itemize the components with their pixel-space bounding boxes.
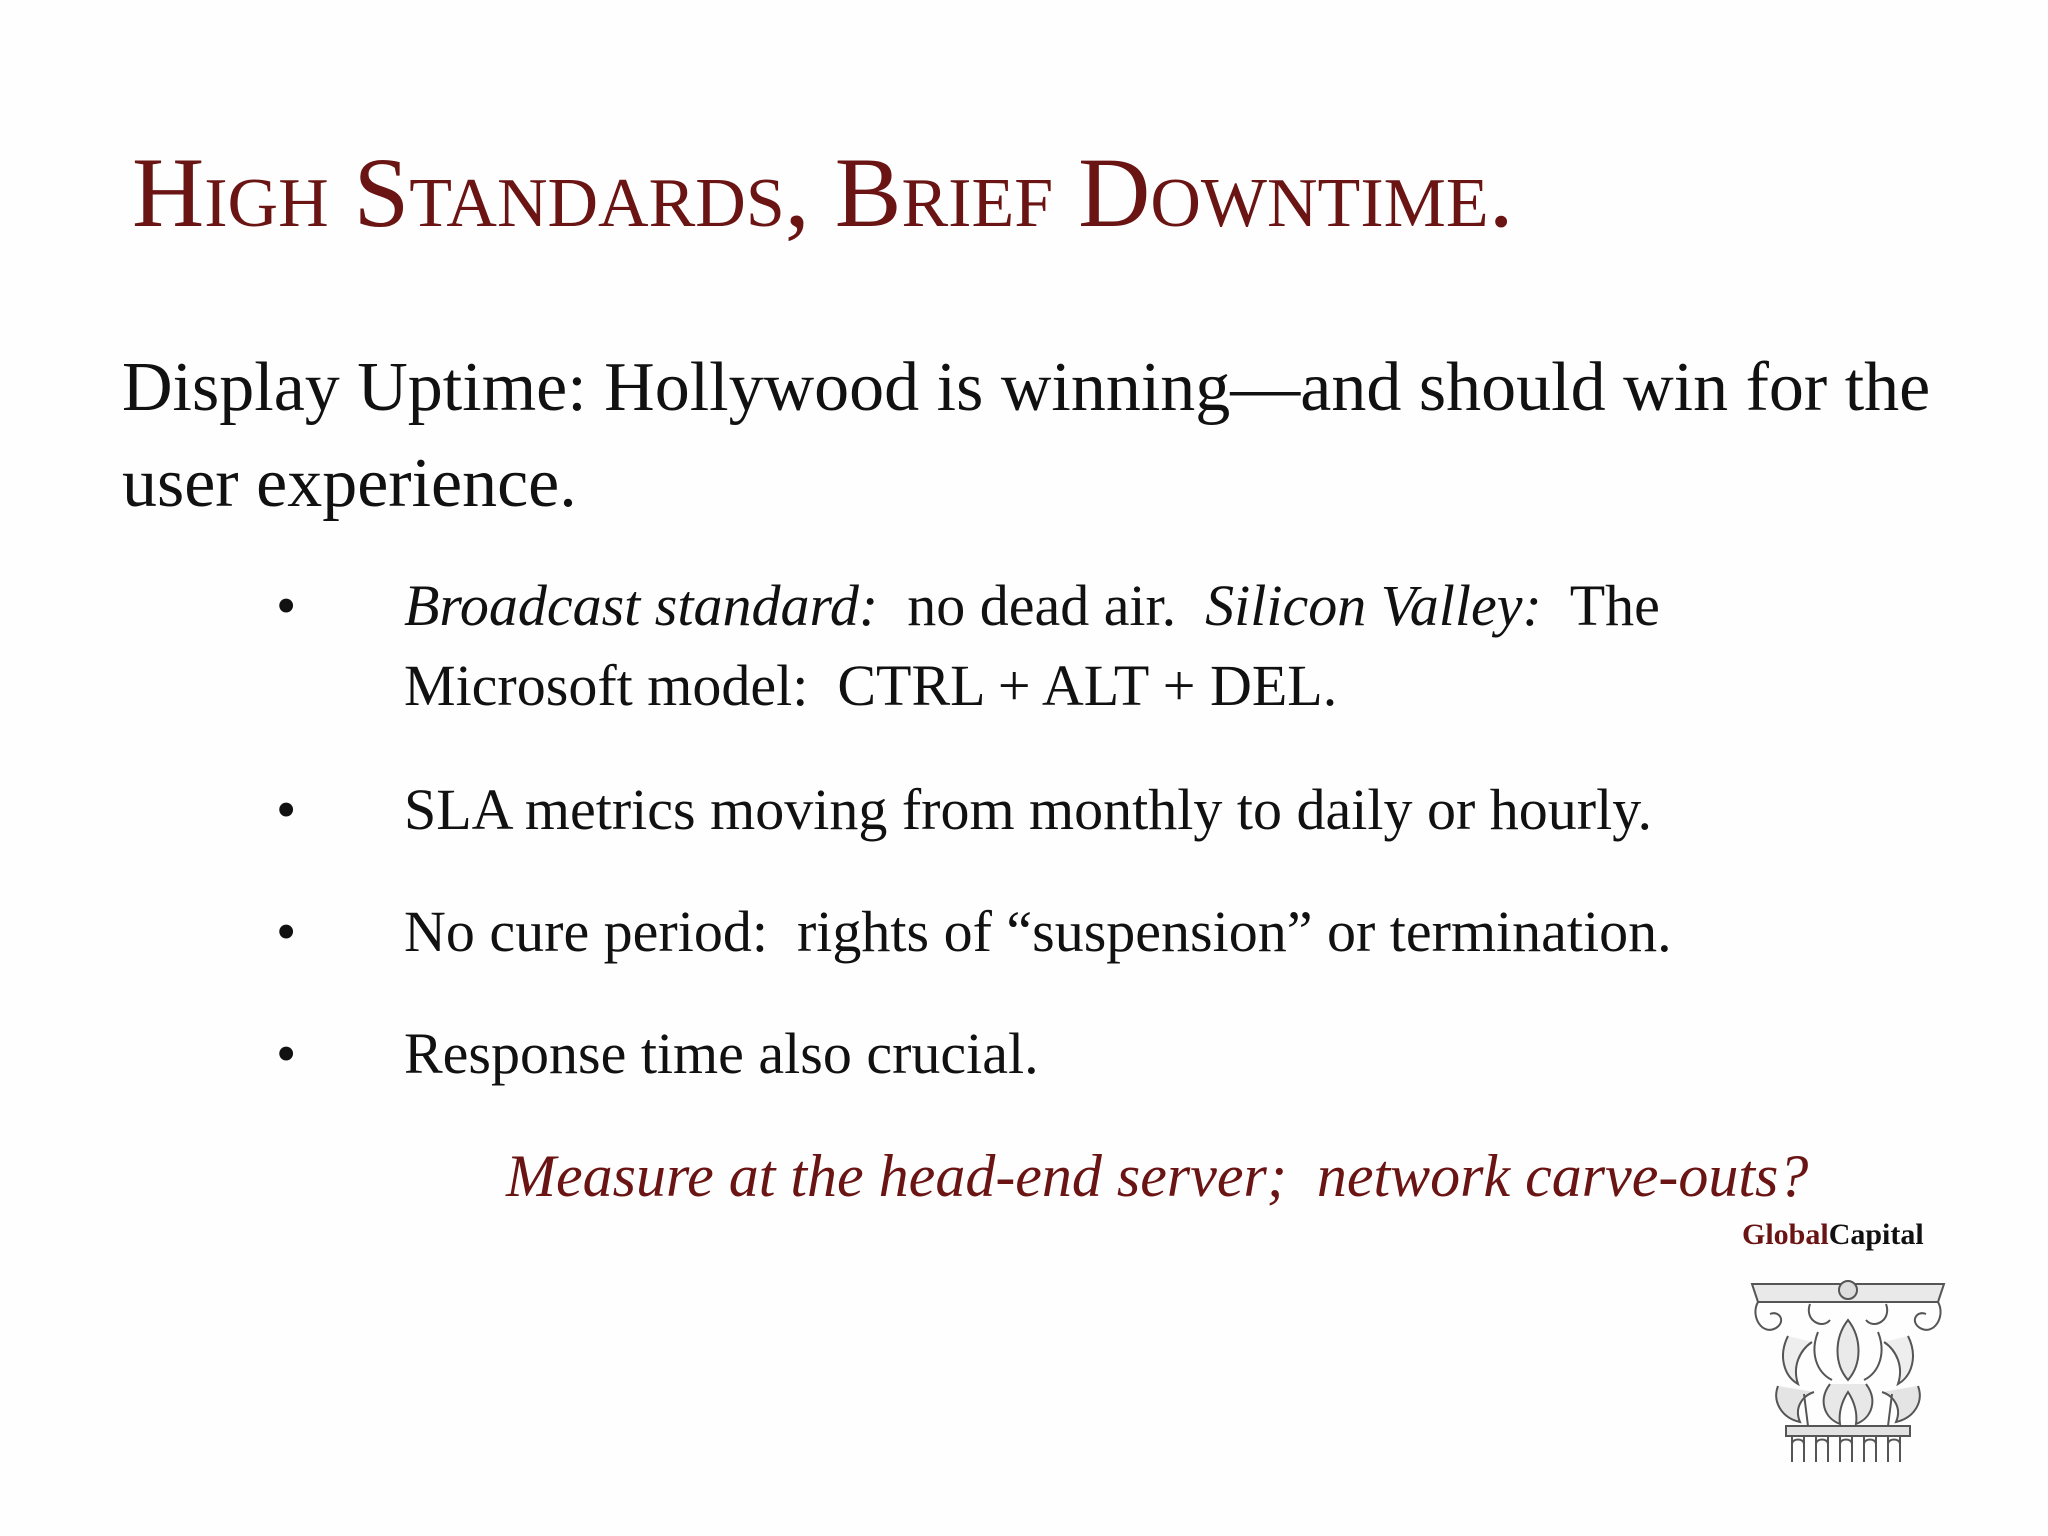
brand-part-2: Capital [1828,1218,1924,1251]
bullet-lead-italic: Broadcast standard: [404,573,879,638]
bullet-item-cure-period [0,892,2048,972]
brand-logo-text [1742,1218,1924,1252]
corinthian-column-icon [1748,1276,1948,1466]
bullet-item-broadcast [0,566,2048,726]
bullet-lead-text: no dead air. [878,573,1206,638]
bullet-dot: • [276,899,297,964]
brand-part-1: Global [1742,1218,1829,1251]
bullet-text: Response time also crucial. [404,1021,1039,1086]
intro-text: Display Uptime: Hollywood is winning—and should win for the user experience. [122,349,1931,522]
slide-title: High Standards, Brief Downtime. [132,137,1514,248]
bullet-mid-italic: Silicon Valley: [1205,573,1542,638]
bullet-dot: • [276,1021,297,1086]
bullet-text: No cure period: rights of “suspension” or termination. [404,899,1672,964]
footnote: Measure at the head-end server; network carve-outs? [506,1143,1809,1209]
bullet-dot: • [276,777,297,842]
bullet-item-sla [0,770,2048,850]
bullet-list [0,566,2048,1094]
bullet-item-response-time [0,1014,2048,1094]
bullet-text [404,566,1884,726]
bullet-tail-text: The Microsoft model: CTRL + ALT + DEL. [404,573,1675,718]
bullet-dot: • [276,573,297,638]
bullet-text: SLA metrics moving from monthly to daily or hourly. [404,777,1652,842]
